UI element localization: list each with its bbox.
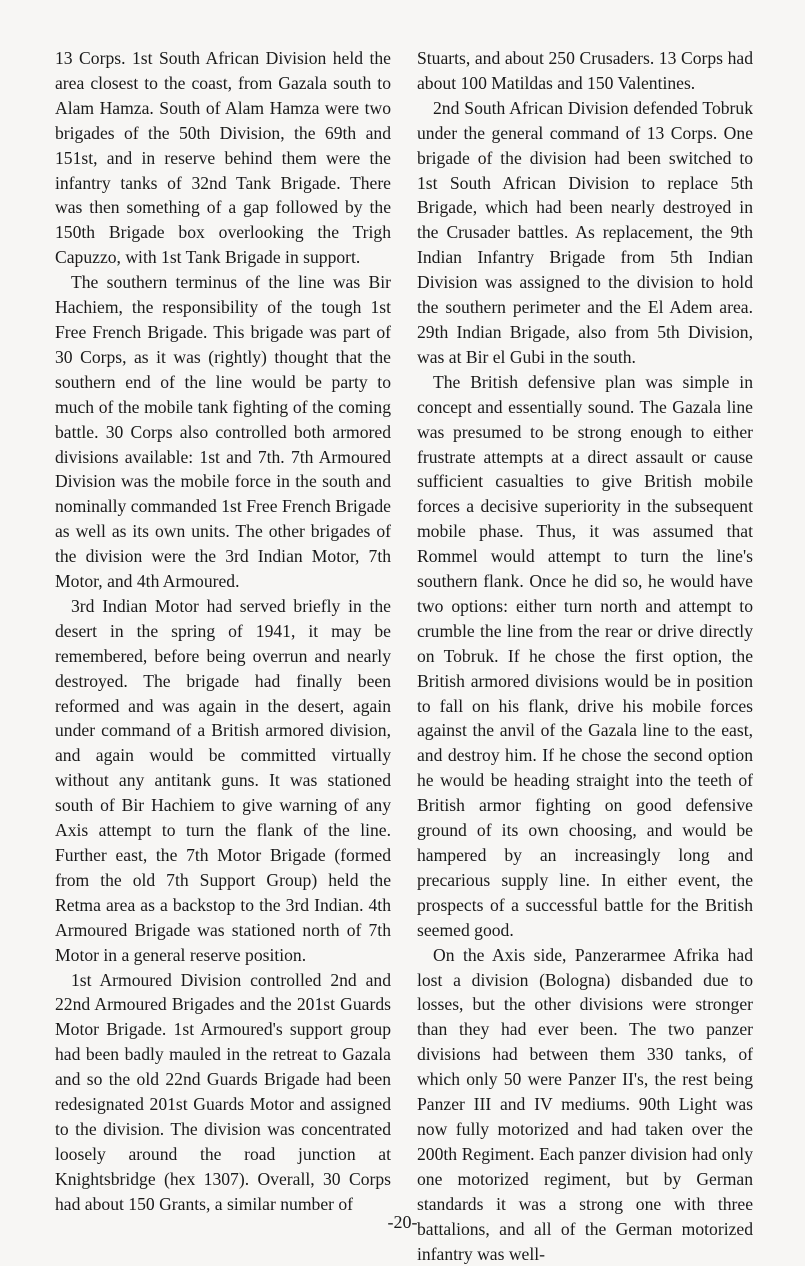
page-number: -20- (387, 1212, 418, 1232)
paragraph: The British defensive plan was simple in concept and essentially sound. The Gazala line was presumed to be strong enough to either frustrate attempts at a direct assault or cause sufficient casualties to give British mobile forces a decisive superiority in the subsequent mobile phase. Thus, it was assumed that Rommel would attempt to turn the line's southern flank. Once he did so, he would have two options: either turn north and attempt to crumble the line from the rear or drive directly on Tobruk. If he chose the first option, the British armored divisions would be in position to fall on his flank, drive his mobile forces against the anvil of the Gazala line to the east, and destroy him. If he chose the second option he would be heading straight into the teeth of British armor fighting on good defensive ground of its own choosing, and would be hampered by an increasingly long and precarious supply line. In either event, the prospects of a successful battle for the British seemed good. (417, 371, 753, 940)
paragraph: 2nd South African Division defended Tobruk under the general command of 13 Corps. One brigade of the division had been switched to 1st South African Division to replace 5th Brigade, which had been nearly destroyed in the Crusader battles. As replacement, the 9th Indian Infantry Brigade from 5th Indian Division was assigned to the division to hold the southern perimeter and the El Adem area. 29th Indian Brigade, also from 5th Division, was at Bir el Gubi in the south. (417, 97, 753, 367)
paragraph: The southern terminus of the line was Bir Hachiem, the responsibility of the tough 1st Free French Brigade. This brigade was part of 30 Corps, as it was (rightly) thought that the southern end of the line would be party to much of the mobile tank fighting of the coming battle. 30 Corps also controlled both armored divisions available: 1st and 7th. 7th Armoured Division was the mobile force in the south and nominally commanded 1st Free French Brigade as well as its own units. The other brigades of the division were the 3rd Indian Motor, 7th Motor, and 4th Armoured. (55, 272, 391, 592)
paragraph: 13 Corps. 1st South African Division held the area closest to the coast, from Gazala south to Alam Hamza. South of Alam Hamza were two brigades of the 50th Division, the 69th and 151st, and in reserve behind them were the infantry tanks of 32nd Tank Brigade. There was then something of a gap followed by the 150th Brigade box overlooking the Trigh Capuzzo, with 1st Tank Brigade in support. (55, 48, 391, 268)
paragraph: On the Axis side, Panzerarmee Afrika had lost a division (Bologna) disbanded due to losses, but the other divisions were stronger than they had ever been. The two panzer divisions had between them 330 tanks, of which only 50 were Panzer II's, the rest being Panzer III and IV mediums. 90th Light was now fully motorized and had taken over the 200th Regiment. Each panzer division had only one motorized regiment, but by German standards it was a strong one with three battalions, and all of the German motorized infantry was well- (417, 944, 753, 1264)
right-text-column (417, 46, 753, 1266)
paragraph: 1st Armoured Division controlled 2nd and 22nd Armoured Brigades and the 201st Guards Motor Brigade. 1st Armoured's support group had been badly mauled in the retreat to Gazala and so the old 22nd Guards Brigade had been redesignated 201st Guards Motor and assigned to the division. The division was concentrated loosely around the road junction at Knightsbridge (hex 1307). Overall, 30 Corps had about 150 Grants, a similar number of (55, 969, 391, 1214)
paragraph: 3rd Indian Motor had served briefly in the desert in the spring of 1941, it may be remembered, before being overrun and nearly destroyed. The brigade had finally been reformed and was again in the desert, again under command of a British armored division, and again would be committed virtually without any antitank guns. It was stationed south of Bir Hachiem to give warning of any Axis attempt to turn the flank of the line. Further east, the 7th Motor Brigade (formed from the old 7th Support Group) held the Retma area as a backstop to the 3rd Indian. 4th Armoured Brigade was stationed north of 7th Motor in a general reserve position. (55, 595, 391, 965)
paragraph: Stuarts, and about 250 Crusaders. 13 Corps had about 100 Matildas and 150 Valentines. (417, 48, 753, 93)
left-text-column (55, 46, 391, 1217)
